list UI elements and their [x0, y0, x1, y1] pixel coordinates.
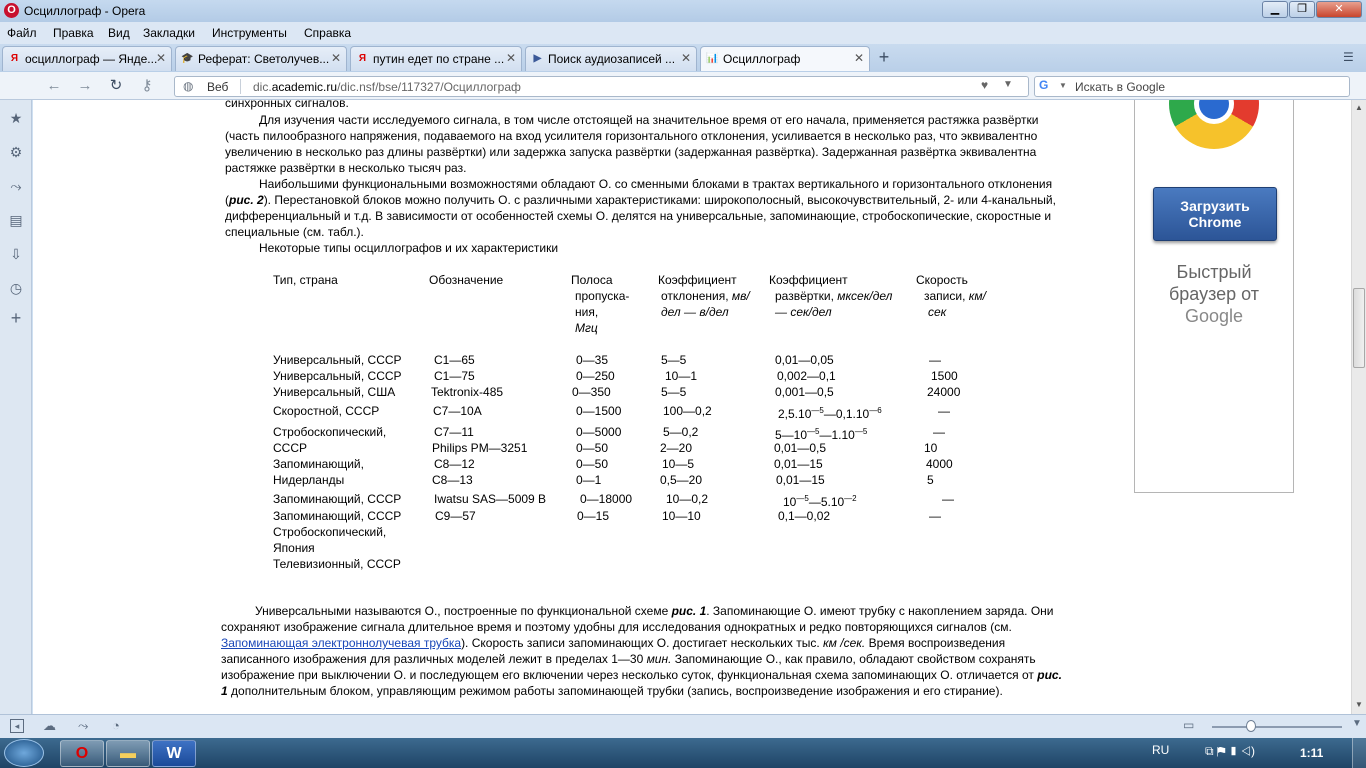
new-tab-button[interactable]: + — [878, 47, 890, 67]
table-cell-deflection: 10—0,2 — [666, 492, 709, 506]
col-header-band: Полоса пропуска- ния, Мгц — [571, 273, 630, 335]
table-cell-sweep: $2,5.10^{—5}—0,1.10^{—6}$ — [778, 406, 882, 421]
table-cell-deflection: 5—5 — [661, 385, 687, 399]
table-cell-band: 0—50 — [576, 457, 609, 471]
globe-icon: ◍ — [183, 79, 194, 93]
table-cell-type: Япония — [273, 541, 315, 555]
col-header-deflection: Коэффициент отклонения, мв/ дел — в/дел — [658, 273, 750, 319]
menu-tools[interactable]: Инструменты — [212, 26, 287, 40]
table-cell-name: С7—10А — [433, 404, 482, 418]
table-cell-sweep: 0,01—15 — [774, 457, 823, 471]
tab-label: осциллограф — Янде... — [25, 52, 158, 66]
table-cell-speed: 5 — [927, 473, 934, 487]
settings-gear-icon[interactable]: ⚙ — [9, 144, 23, 160]
table-cell-deflection: 10—1 — [665, 369, 698, 383]
zoom-slider[interactable] — [1212, 726, 1342, 728]
menu-bar — [0, 22, 1366, 44]
search-field[interactable] — [1034, 76, 1350, 97]
menu-help[interactable]: Справка — [304, 26, 352, 40]
bookmark-heart-icon[interactable]: ♥ — [981, 78, 989, 92]
table-cell-deflection: 10—5 — [662, 457, 695, 471]
download-chrome-button[interactable]: Загрузить Chrome — [1153, 187, 1277, 241]
back-icon[interactable]: ← — [46, 77, 62, 94]
table-cell-deflection: 10—10 — [662, 509, 701, 523]
table-cell-name: С9—57 — [435, 509, 476, 523]
table-cell-sweep: 0,002—0,1 — [777, 369, 836, 383]
graduation-cap-icon: 🎓 — [181, 53, 194, 64]
zoom-slider-thumb[interactable] — [1246, 720, 1256, 732]
address-field[interactable] — [174, 76, 1029, 97]
paragraph: Универсальными называются О., построенные по функциональной схеме рис. 1. Запоминающие О. имеют трубку с накоплением заряда. Они сохраняют изображение сигнала длительное время и поэтому удобны для исследования однократных и редко повторяющихся сигналов (см. Запоминающая электроннолучевая трубка). Скорость записи запоминающих О. достигает нескольких тыс. км /сек. Время воспроизведения записанного изображения для различных моделей лежит в пределах 1—30 мин. Запоминающие О., как правило, обладают свойством сохранять изображение при выключении О. и последующем его включении через несколько суток, функциональная схема запоминающих О. отличается от рис. 1 дополнительным блоком, управляющим режимом работы запоминающей трубки (запись, воспроизведение изображения и его стирание). — [221, 604, 1062, 698]
table-cell-band: 0—1 — [576, 473, 602, 487]
opera-taskbar-icon[interactable]: O — [60, 740, 104, 767]
table-cell-sweep: 0,01—0,05 — [775, 353, 834, 367]
zoom-menu-icon[interactable]: ▼ — [1352, 718, 1362, 729]
table-cell-deflection: 0,5—20 — [660, 473, 703, 487]
table-cell-type: Универсальный, США — [273, 385, 396, 399]
tab-oscillograph[interactable] — [700, 46, 870, 71]
yandex-icon: Я — [358, 53, 367, 64]
explorer-taskbar-icon[interactable]: ▬ — [106, 740, 150, 767]
forward-icon[interactable]: → — [77, 77, 93, 94]
close-tab-icon[interactable]: ✕ — [680, 51, 691, 65]
panel-toggle-icon[interactable]: ◂ — [10, 719, 24, 733]
divider — [240, 79, 241, 94]
history-clock-icon[interactable]: ◷ — [9, 280, 23, 296]
menu-edit[interactable]: Правка — [53, 26, 94, 40]
chart-icon: 📊 — [706, 53, 719, 64]
col-header-type: Тип, страна — [273, 273, 338, 287]
table-cell-band: 0—1500 — [576, 404, 622, 418]
table-cell-name: Iwatsu SAS—5009 В — [434, 492, 547, 506]
table-cell-name: Tektronix-485 — [431, 385, 504, 399]
tab-label: путин едет по стране ... — [373, 52, 505, 66]
view-icon[interactable]: ▭ — [1183, 718, 1195, 732]
col-header-sweep: Коэффициент развёртки, мксек/дел — сек/дел — [769, 273, 893, 319]
table-cell-band: 0—250 — [576, 369, 615, 383]
play-icon: ▶ — [533, 53, 542, 64]
tab-yandex-search[interactable] — [2, 46, 172, 71]
title-bar — [0, 0, 1366, 22]
tab-putin[interactable] — [350, 46, 522, 71]
vertical-scrollbar[interactable] — [1351, 100, 1366, 714]
table-cell-speed: — — [929, 353, 941, 367]
table-cell-deflection: 5—5 — [661, 353, 687, 367]
engine-dropdown-icon[interactable]: ▼ — [1059, 81, 1067, 90]
table-caption: Некоторые типы осциллографов и их характеристики — [259, 241, 559, 255]
table-cell-name: С1—75 — [434, 369, 475, 383]
word-taskbar-icon[interactable]: W — [152, 740, 196, 767]
table-cell-name: Philips PM—3251 — [432, 441, 528, 455]
paragraph: Наибольшими функциональными возможностями обладают О. со сменными блоками в трактах вертикального и горизонтального отклонения (рис. 2). Перестановкой блоков можно получить О. с различными характеристиками: широкополосный, высокочувствительный, 2- или 4-канальный, дифференциальный и т.д. В зависимости от особенностей схемы О. делятся на универсальные, запоминающие, стробоскопические, скоростные и специальные (см. табл.). — [225, 177, 1056, 239]
paragraph: Для изучения части исследуемого сигнала, в том числе отстоящей на значительное время от его начала, применяется растяжка развёртки (часть пилообразного напряжения, подаваемого на вход усилителя горизонтального отклонения, усиливается в несколько раз, что эквивалентно увеличению в несколько раз длины развёртки) или задержка запуска развёртки (задержанная развёртка). Задержанная развёртка эквивалентна растяжке развёртки в несколько тысяч раз. — [225, 113, 1039, 175]
table-cell-speed: 4000 — [926, 457, 953, 471]
taskbar — [0, 738, 1366, 768]
downloads-icon[interactable]: ⇩ — [10, 246, 22, 262]
scroll-down-icon[interactable]: ▼ — [1355, 700, 1363, 709]
language-indicator[interactable]: RU — [1152, 743, 1170, 757]
menu-view[interactable]: Вид — [108, 26, 130, 40]
table-cell-name: С8—13 — [432, 473, 473, 487]
table-cell-sweep: $5—10^{—5}—1.10^{—5}$ — [775, 427, 868, 442]
table-cell-sweep: $10^{—5}—5.10^{—2}$ — [783, 494, 857, 509]
table-cell-name: С1—65 — [434, 353, 475, 367]
table-cell-type: Телевизионный, СССР — [273, 557, 401, 571]
close-window-button[interactable]: ✕ — [1316, 1, 1362, 18]
table-cell-type: Универсальный, СССР — [273, 353, 402, 367]
web-badge: Веб — [207, 80, 229, 94]
tab-referat[interactable] — [175, 46, 347, 71]
table-cell-deflection: 5—0,2 — [663, 425, 699, 439]
tab-label: Поиск аудиозаписей ... — [548, 52, 676, 66]
table-cell-sweep: 0,01—0,5 — [774, 441, 827, 455]
table-cell-type: Скоростной, СССР — [273, 404, 380, 418]
scroll-up-icon[interactable]: ▲ — [1355, 103, 1363, 112]
table-cell-speed: — — [942, 492, 954, 506]
key-icon[interactable]: ⚷ — [141, 77, 153, 94]
search-placeholder: Искать в Google — [1075, 80, 1166, 94]
tab-bar — [0, 44, 1366, 72]
col-header-speed: Скорость записи, км/ сек — [916, 273, 986, 319]
paragraph: синхронных сигналов. — [225, 100, 349, 110]
opera-logo-icon: O — [4, 3, 19, 18]
table-cell-type: Запоминающий, — [273, 457, 364, 471]
notes-icon[interactable]: ▤ — [9, 212, 23, 228]
bookmarks-star-icon[interactable]: ★ — [9, 110, 23, 126]
table-cell-name: С8—12 — [434, 457, 475, 471]
yandex-icon: Я — [10, 53, 19, 64]
table-cell-deflection: 100—0,2 — [663, 404, 712, 418]
table-cell-speed: 10 — [924, 441, 938, 455]
table-cell-sweep: 0,1—0,02 — [778, 509, 831, 523]
opera-unite-icon[interactable]: ⤳ — [78, 718, 89, 733]
table-cell-speed: — — [933, 425, 945, 439]
url-text: dic.academic.ru/dic.nsf/bse/117327/Осциллограф — [253, 80, 521, 94]
reload-icon[interactable]: ↻ — [109, 77, 123, 94]
close-tab-icon[interactable]: ✕ — [853, 51, 864, 65]
close-tab-icon[interactable]: ✕ — [330, 51, 341, 65]
show-desktop-button[interactable] — [1352, 738, 1366, 768]
table-cell-type: Стробоскопический, — [273, 525, 387, 539]
opera-link-cloud-icon[interactable]: ☁ — [43, 718, 56, 733]
col-header-name: Обозначение — [429, 273, 504, 287]
close-tab-icon[interactable]: ✕ — [505, 51, 516, 65]
address-toolbar — [0, 72, 1366, 100]
table-cell-band: 0—350 — [572, 385, 611, 399]
dropdown-icon[interactable]: ▼ — [1003, 79, 1013, 90]
scroll-thumb[interactable] — [1353, 288, 1365, 368]
window-title: Осциллограф - Opera — [24, 4, 146, 18]
turbo-icon[interactable]: ◔ — [112, 718, 120, 733]
table-cell-type: Запоминающий, СССР — [273, 492, 402, 506]
table-cell-band: 0—18000 — [580, 492, 633, 506]
table-cell-type: Универсальный, СССР — [273, 369, 402, 383]
maximize-button[interactable]: ❐ — [1289, 1, 1315, 18]
tab-label: Осциллограф — [723, 52, 801, 66]
table-cell-sweep: 0,01—15 — [776, 473, 825, 487]
table-cell-type: Стробоскопический, — [273, 425, 387, 439]
table-cell-band: 0—15 — [577, 509, 610, 523]
side-panel — [0, 100, 32, 714]
chrome-ad[interactable] — [1134, 100, 1294, 493]
table-cell-type: Нидерланды — [273, 473, 345, 487]
table-cell-type: СССР — [273, 441, 308, 455]
menu-bookmarks[interactable]: Закладки — [143, 26, 195, 40]
status-bar — [0, 714, 1366, 738]
table-cell-speed: 24000 — [927, 385, 961, 399]
table-cell-deflection: 2—20 — [660, 441, 693, 455]
storage-crt-link[interactable]: Запоминающая электроннолучевая трубка — [221, 636, 462, 650]
tab-list-icon[interactable]: ☰ — [1343, 50, 1354, 64]
table-cell-sweep: 0,001—0,5 — [775, 385, 834, 399]
ad-tagline: Быстрый браузер от Google — [1168, 262, 1260, 326]
google-icon: G — [1039, 78, 1049, 92]
table-cell-band: 0—5000 — [576, 425, 622, 439]
chrome-logo-icon — [1169, 100, 1259, 149]
table-cell-speed: 1500 — [931, 369, 958, 383]
table-cell-band: 0—50 — [576, 441, 609, 455]
tray-icons[interactable]: ⧉ ⚑ ▮ ◁) — [1205, 744, 1256, 758]
add-panel-icon[interactable]: + — [10, 308, 22, 328]
tab-label: Реферат: Светолучев... — [198, 52, 330, 66]
unite-icon[interactable]: ⤳ — [10, 178, 22, 194]
tab-audio-search[interactable] — [525, 46, 697, 71]
table-cell-type: Запоминающий, СССР — [273, 509, 402, 523]
start-button[interactable] — [4, 739, 44, 767]
page-content — [33, 100, 1351, 714]
clock[interactable]: 1:11 — [1300, 746, 1324, 760]
table-cell-speed: — — [929, 509, 941, 523]
table-cell-name: С7—11 — [434, 425, 474, 439]
minimize-button[interactable]: ▁ — [1262, 1, 1288, 18]
table-cell-speed: — — [938, 404, 950, 418]
close-tab-icon[interactable]: ✕ — [155, 51, 166, 65]
table-cell-band: 0—35 — [576, 353, 609, 367]
menu-file[interactable]: Файл — [7, 26, 37, 40]
